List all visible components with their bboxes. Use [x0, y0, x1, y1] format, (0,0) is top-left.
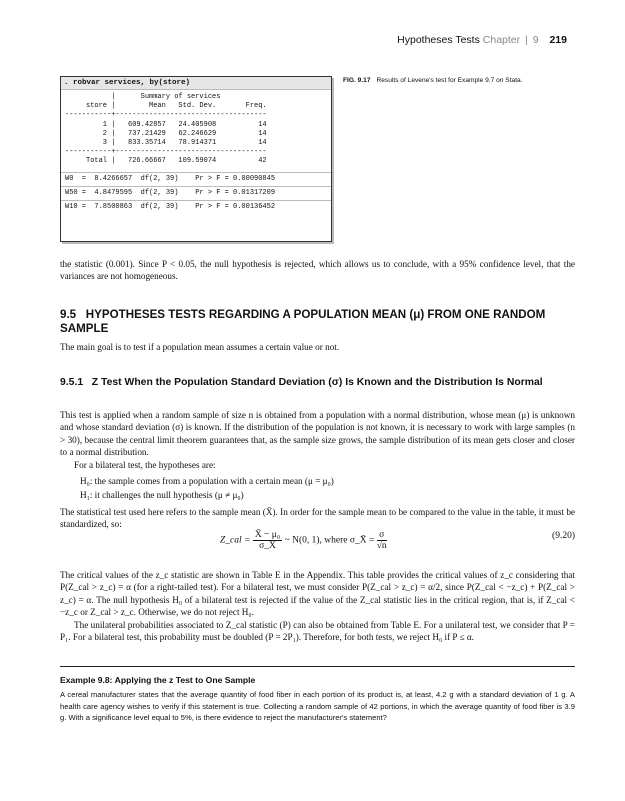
section-number: 9.5 — [60, 308, 77, 321]
equation-number: (9.20) — [552, 531, 575, 541]
subsection-heading — [60, 376, 575, 390]
levene-stat-w50: W50 = 4.8479595 df(2, 39) Pr > F = 0.01317209 — [65, 188, 276, 197]
equation-lhs: Z_cal = — [220, 535, 251, 546]
table-line: -----------+------------------------------------ — [65, 148, 267, 157]
table-line: | Summary of services — [65, 93, 221, 101]
paragraph: the statistic (0.001). Since P < 0.05, the null hypothesis is rejected, which allows us to conclude, with a 95% confidence level, that the variances are not homogeneous. — [60, 259, 575, 282]
example-box — [60, 666, 575, 801]
paragraph: For a bilateral test, the hypotheses are: — [74, 460, 216, 470]
running-header — [397, 34, 567, 46]
equation-fraction — [253, 530, 282, 551]
section-heading — [60, 308, 575, 336]
equation-9-20 — [60, 524, 575, 554]
chapter-number: 9 — [532, 34, 539, 46]
table-line: Total | 726.66667 109.59074 42 — [65, 157, 267, 166]
levene-stat-w0: W0 = 8.4266657 df(2, 39) Pr > F = 0.00090845 — [65, 174, 276, 183]
paragraph: The statistical test used here refers to the sample mean (X̄). In order for the sample mean to be compared to the value in the table, it must be standardized, so: — [60, 507, 575, 530]
fraction-numerator: X̄ − μ₀ — [254, 530, 281, 540]
table-line: 2 | 737.21429 62.246629 14 — [65, 129, 267, 138]
header-separator: | — [525, 34, 528, 46]
table-line: 3 | 833.35714 78.914371 14 — [65, 139, 267, 148]
table-line: store | Mean Std. Dev. Freq. — [65, 102, 267, 111]
chapter-label: Chapter — [482, 34, 521, 46]
fraction-denominator: √n — [376, 541, 387, 551]
paragraph: The main goal is to test if a population mean assumes a certain value or not. — [60, 342, 340, 352]
null-hypothesis: H₀: the sample comes from a population with a certain mean (μ = μ₀) — [80, 476, 334, 486]
table-line: -----------+------------------------------------ — [65, 111, 267, 120]
paragraph: The unilateral probabilities associated to Z_cal statistic (P) can also be obtained from Table E. For a unilateral test, we consider that P = P₁. For a bilateral test, this probability must be doubled (P = 2P₁). Therefore, for both tests, we reject H₀ if P ≤ α. — [60, 620, 575, 643]
alternative-hypothesis: H₁: it challenges the null hypothesis (μ ≠ μ₀) — [80, 490, 244, 500]
table-line: 1 | 609.42857 24.405908 14 — [65, 120, 267, 129]
figure-label: FIG. 9.17 — [343, 77, 371, 84]
summary-table — [61, 90, 331, 170]
fraction-numerator: σ — [377, 530, 387, 541]
subsection-title: Z Test When the Population Standard Deviation (σ) Is Known and the Distribution Is Normal — [91, 377, 543, 388]
stata-command: . robvar services, by(store) — [61, 77, 331, 90]
page-number: 219 — [549, 34, 567, 46]
stata-output-figure — [60, 76, 332, 242]
example-title: Example 9.8: Applying the z Test to One Sample — [60, 675, 256, 685]
example-body: A cereal manufacturer states that the average quantity of food fiber in each portion of its product is, at least, 4.2 g with a standard deviation of 1 g. A health care agency wishes to verify if this statement is true. Collecting a random sample of 42 portions, in which the average quantity of food fiber is 3.9 g. With a significance level equal to 5%, is there evidence to reject the manufacturer's statement? — [60, 690, 575, 723]
figure-caption-text: Results of Levene's test for Example 9.7 on Stata. — [376, 77, 523, 84]
levene-stat-w10: W10 = 7.8500863 df(2, 39) Pr > F = 0.00136452 — [65, 202, 276, 211]
running-title: Hypotheses Tests — [397, 34, 480, 46]
subsection-number: 9.5.1 — [60, 377, 84, 388]
paragraph: This test is applied when a random sample of size n is obtained from a population with a normal distribution, whose mean (μ) is unknown and whose standard deviation (σ) is known. If the distribution of the population is not known, it is necessary to work with large samples (n > 30), because the central limit theorem guarantees that, as the sample size grows, the sample distribution of its mean gets closer and closer to a normal distribution. — [60, 410, 575, 458]
figure-caption — [343, 77, 573, 84]
paragraph: The critical values of the z_c statistic are shown in Table E in the Appendix. This table provides the critical values of z_c considering that P(Z_cal > z_c) = α (for a right-tailed test). For a bilateral test, we must consider P(Z_cal > z_c) = α/2, since P(Z_cal < −z_c) + P(Z_cal > z_c) = α. The null hypothesis H₀ of a bilateral test is rejected if the value of the Z_cal statistic lies in the critical region, that is, if Z_cal < −z_c or Z_cal > z_c. Otherwise, we do not reject H₀. — [60, 570, 575, 618]
equation-middle: ~ N(0, 1), where σ_X̄ = — [284, 535, 375, 546]
fraction-denominator: σ_X̄ — [259, 541, 276, 551]
section-title: HYPOTHESES TESTS REGARDING A POPULATION MEAN (μ) FROM ONE RANDOM SAMPLE — [60, 308, 546, 335]
equation-fraction-sigma — [377, 530, 387, 551]
